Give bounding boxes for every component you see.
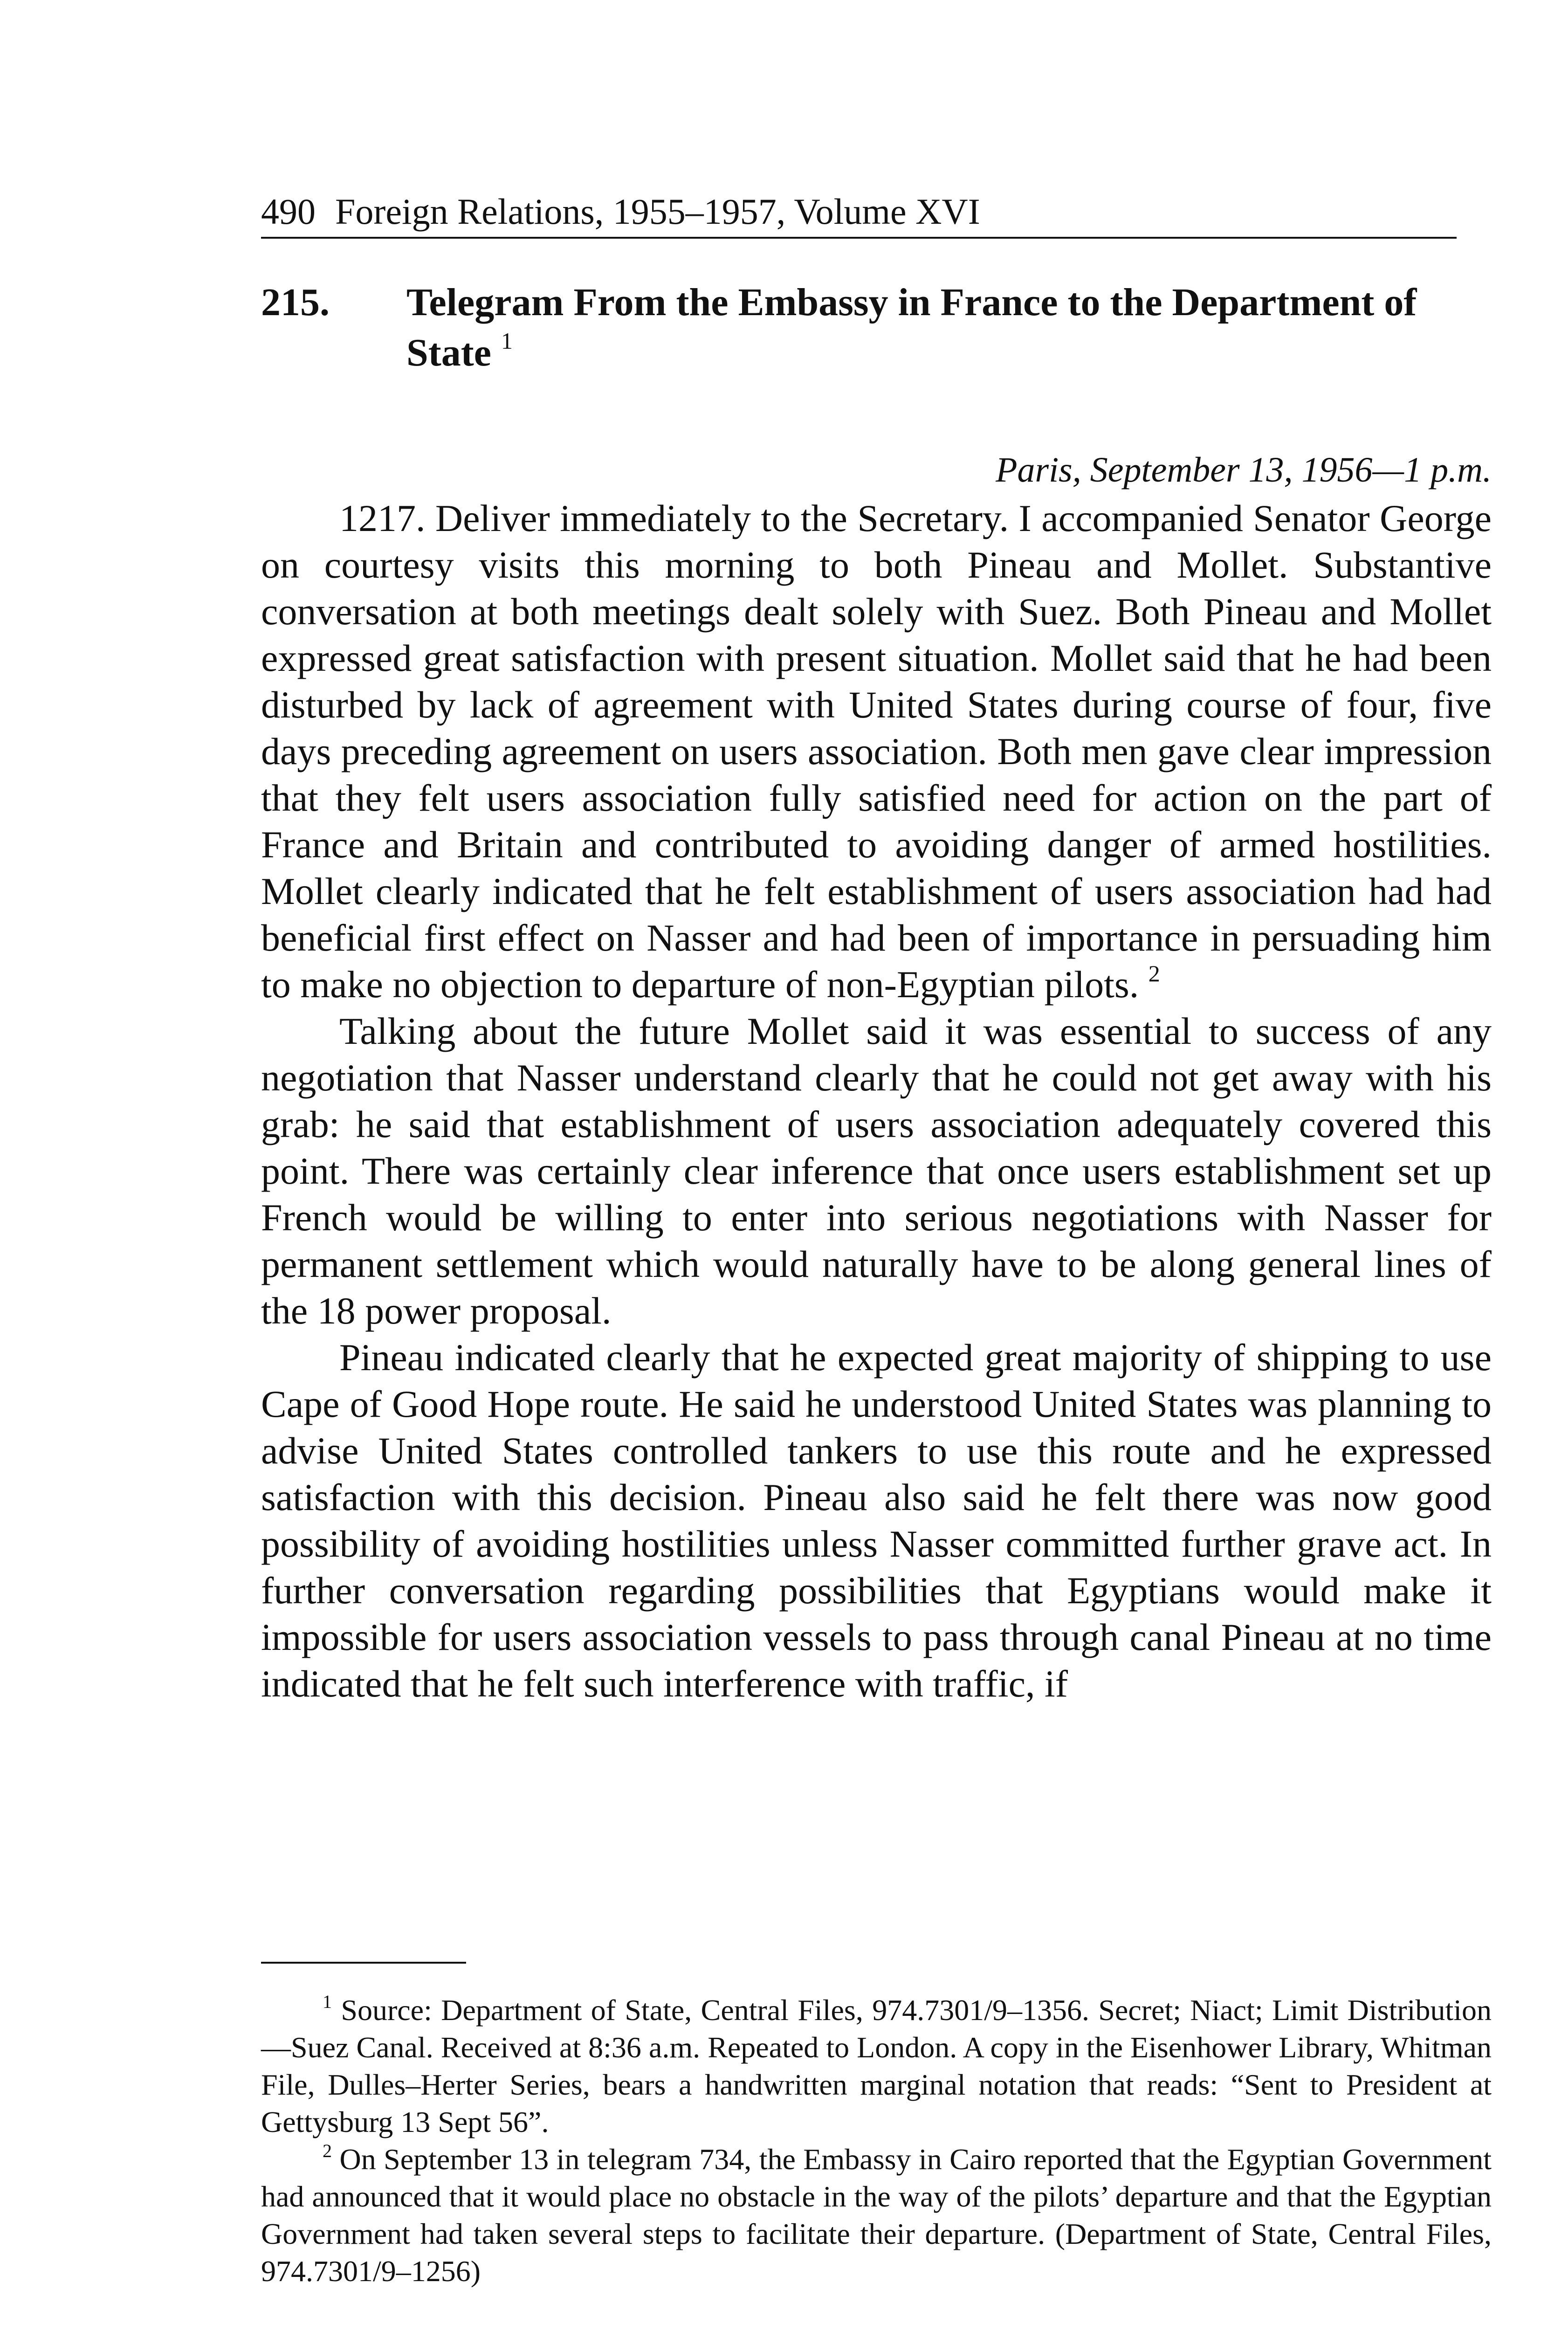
document-number: 215. — [261, 281, 330, 324]
document-title-text: Telegram From the Embassy in France to the Department of State — [406, 281, 1417, 374]
series-title: Foreign Relations, 1955–1957, Volume XVI — [335, 191, 980, 232]
document-heading — [261, 277, 1473, 378]
footnote-ref-2: 2 — [1148, 960, 1160, 986]
footnote-marker-1: 1 — [323, 1991, 332, 2012]
dateline: Paris, September 13, 1956—1 p.m. — [996, 450, 1492, 490]
footnote-2 — [261, 2141, 1492, 2290]
running-head — [261, 188, 1457, 239]
footnotes — [261, 1992, 1492, 2290]
footnote-1 — [261, 1992, 1492, 2141]
telegram-body — [261, 495, 1492, 1707]
body-paragraph-1 — [261, 495, 1492, 1008]
footnote-1-text: Source: Department of State, Central Files, 974.7301/9–1356. Secret; Niact; Limit Distribution—Suez Canal. Received at 8:36 a.m. Repeated to London. A copy in the Eisenhower Library, Whitman File, Dulles–Herter Series, bears a handwritten marginal notation that reads: “Sent to President at Gettysburg 13 Sept 56”. — [261, 1993, 1492, 2138]
page-number: 490 — [261, 191, 316, 232]
footnote-marker-2: 2 — [323, 2140, 332, 2161]
body-paragraph-3: Pineau indicated clearly that he expected great majority of shipping to use Cape of Good Hope route. He said he understood United States was planning to advise United States controlled tankers to use this route and he expressed satisfaction with this decision. Pineau also said he felt there was now good possibility of avoiding hostilities unless Nasser committed further grave act. In further conversation regarding possibilities that Egyptians would make it impossible for users association vessels to pass through canal Pineau at no time indicated that he felt such interference with traffic, if — [261, 1336, 1492, 1705]
body-paragraph-1-text: 1217. Deliver immediately to the Secretary. I accompanied Senator George on courtesy visits this morning to both Pineau and Mollet. Substantive conversation at both meetings dealt solely with Suez. Both Pineau and Mollet expressed great satisfaction with present situation. Mollet said that he had been disturbed by lack of agreement with United States during course of four, five days preceding agreement on users association. Both men gave clear impression that they felt users association fully satisfied need for action on the part of France and Britain and contributed to avoiding danger of armed hostilities. Mollet clearly indicated that he felt establishment of users association had had beneficial first effect on Nasser and had been of importance in persuading him to make no objection to departure of non-Egyptian pilots. — [261, 497, 1492, 1006]
footnote-ref-1: 1 — [501, 328, 513, 354]
footnote-2-text: On September 13 in telegram 734, the Embassy in Cairo reported that the Egyptian Government had announced that it would place no obstacle in the way of the pilots’ departure and that the Egyptian Government had taken several steps to facilitate their departure. (Department of State, Central Files, 974.7301/9–1256) — [261, 2143, 1492, 2288]
document-title — [406, 277, 1473, 378]
body-paragraph-2: Talking about the future Mollet said it was essential to success of any negotiation that Nasser understand clearly that he could not get away with his grab: he said that establishment of users association adequately covered this point. There was certainly clear inference that once users establishment set up French would be willing to enter into serious negotiations with Nasser for permanent settlement which would naturally have to be along general lines of the 18 power proposal. — [261, 1010, 1492, 1332]
footnote-rule — [261, 1962, 466, 1964]
